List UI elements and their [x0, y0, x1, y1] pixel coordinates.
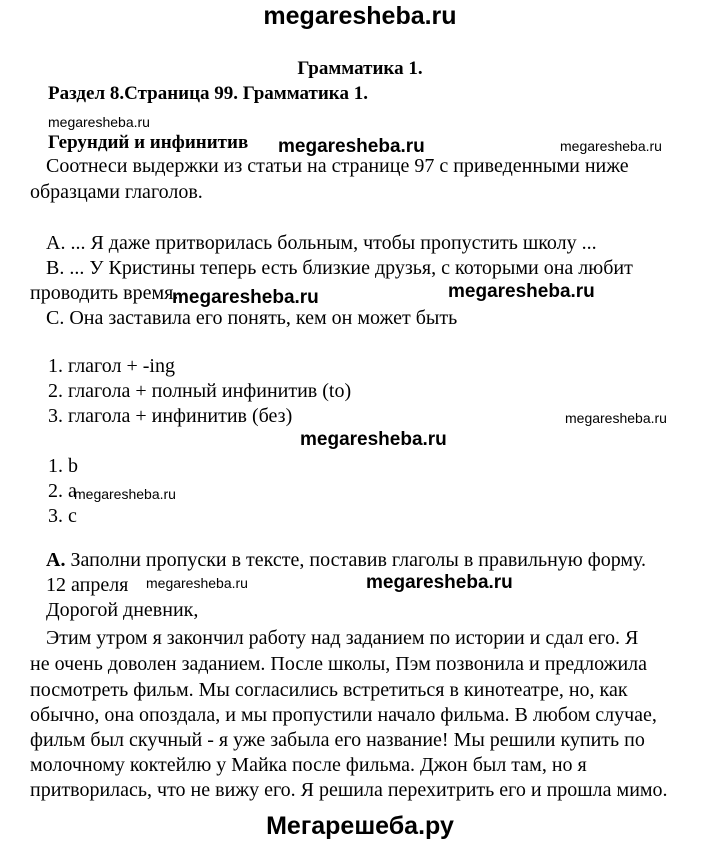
- watermark: megaresheba.ru: [560, 138, 662, 154]
- pattern-item: 1. глагол + -ing: [48, 355, 175, 377]
- site-footer: Мегарешеба.ру: [266, 812, 454, 840]
- watermark: megaresheba.ru: [366, 572, 513, 593]
- excerpt-b-continued: проводить время.: [30, 282, 179, 304]
- watermark: megaresheba.ru: [565, 410, 667, 426]
- diary-date: 12 апреля: [46, 574, 129, 596]
- task-text: Заполни пропуски в тексте, поставив глаголы в правильную форму.: [65, 549, 647, 571]
- watermark: megaresheba.ru: [448, 281, 595, 302]
- diary-line: притворилась, что не вижу его. Я решила перехитрить его и прошла мимо.: [30, 779, 668, 801]
- task-label: A.: [46, 549, 66, 571]
- diary-line: обычно, она опоздала, и мы пропустили начало фильма. В любом случае,: [30, 704, 657, 726]
- watermark: megaresheba.ru: [278, 136, 425, 157]
- diary-line: Этим утром я закончил работу над заданием по истории и сдал его. Я: [46, 627, 639, 649]
- section-heading: Раздел 8.Страница 99. Грамматика 1.: [48, 83, 368, 104]
- answer-item: 3. c: [48, 505, 77, 527]
- watermark: megaresheba.ru: [300, 429, 447, 450]
- watermark: megaresheba.ru: [146, 575, 248, 591]
- diary-line: молочному коктейлю у Майка после фильма. Джон был там, но я: [30, 754, 587, 776]
- pattern-item: 2. глагола + полный инфинитив (to): [48, 380, 352, 402]
- answer-item: 1. b: [48, 455, 78, 477]
- instruction-line: образцами глаголов.: [30, 181, 203, 203]
- pattern-item: 3. глагола + инфинитив (без): [48, 405, 293, 427]
- watermark: megaresheba.ru: [172, 287, 319, 308]
- watermark: megaresheba.ru: [48, 114, 150, 130]
- diary-line: фильм был скучный - я уже забыла его название! Мы решили купить по: [30, 729, 645, 751]
- page-title: Грамматика 1.: [297, 58, 423, 79]
- diary-line: не очень доволен заданием. После школы, Пэм позвонила и предложила: [30, 653, 648, 675]
- diary-line: посмотреть фильм. Мы согласились встретиться в кинотеатре, но, как: [30, 679, 628, 701]
- excerpt-b: B. ... У Кристины теперь есть близкие друзья, с которыми она любит: [46, 257, 633, 279]
- answer-item: 2. a: [48, 480, 77, 502]
- task-instruction: [46, 549, 646, 572]
- site-header: megaresheba.ru: [263, 2, 457, 30]
- subsection-heading: Герундий и инфинитив: [48, 132, 249, 153]
- excerpt-c: C. Она заставила его понять, кем он может быть: [46, 307, 458, 329]
- watermark: megaresheba.ru: [74, 486, 176, 502]
- instruction-line: Соотнеси выдержки из статьи на странице 97 с приведенными ниже: [46, 155, 629, 177]
- diary-greeting: Дорогой дневник,: [46, 599, 199, 621]
- excerpt-a: A. ... Я даже притворилась больным, чтобы пропустить школу ...: [46, 232, 597, 254]
